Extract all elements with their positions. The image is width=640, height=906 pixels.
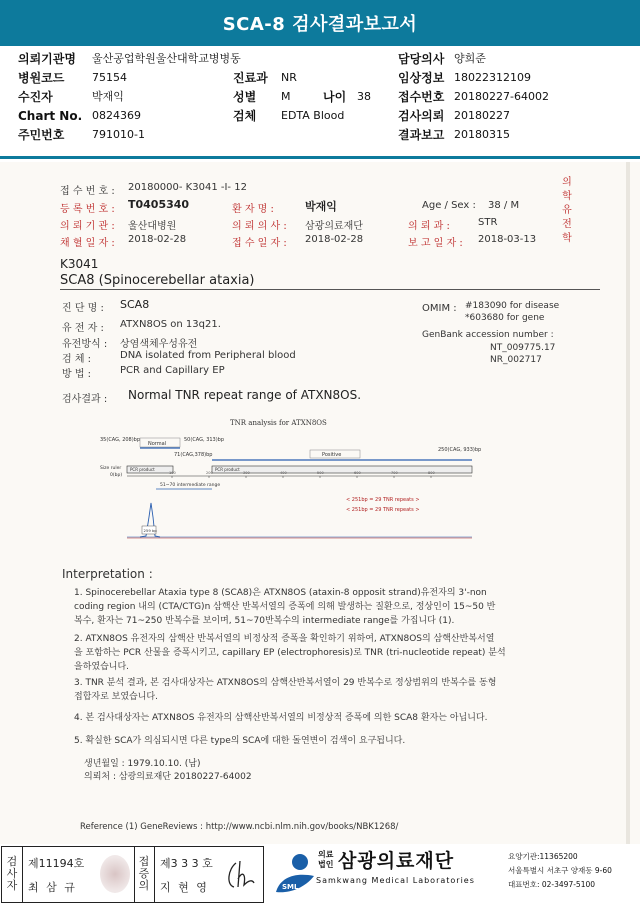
role-char: 검 — [6, 855, 18, 868]
report-title: SCA-8 검사결과보고서 — [0, 0, 640, 46]
clinical-value: 18022312109 — [454, 71, 531, 84]
role-vertical-1 — [6, 856, 18, 892]
side-stamp — [561, 176, 573, 246]
diagram-label-50: 50(CAG, 313)bp — [184, 437, 225, 443]
interpretation-paragraph-3: 3. TNR 분석 결과, 본 검사대상자는 ATXN8OS의 삼핵산반복서열이 29 반복수로 정상범위의 반복수를 동형 접합자로 보였습니다. — [74, 678, 497, 702]
collect-label: 채 혈 일 자 : — [60, 238, 115, 249]
address: 서울특별시 서초구 양재동 9-60 — [508, 866, 612, 875]
genbank-label: GenBank accession number : — [422, 330, 554, 340]
agesex-value: 38 / M — [488, 200, 520, 211]
side-stamp-char: 학 — [562, 233, 572, 244]
side-stamp-char: 의 — [562, 177, 572, 188]
doctor-value: 양희준 — [454, 52, 486, 65]
reg-value: T0405340 — [128, 198, 190, 211]
hospital-code-value: 75154 — [92, 71, 127, 84]
reg-no: 요양기관:11365200 — [508, 852, 578, 861]
inst-value: 울산대병원 — [128, 221, 177, 232]
report-value: 20180315 — [454, 128, 510, 141]
interpretation-paragraph-1: 1. Spinocerebellar Ataxia type 8 (SCA8)은 ATXN8OS (ataxin-8 opposit strand)유전자의 3'-non coding region 내의 (CTA/CTG)n 삼핵산 반복서열의 증폭에 의해 발생하는 질환으로, 정상인이 15~50 반 복수, 환자는 71~250 반복수를 보이며, 51~70반복수의 intermediate range를 가집니다 (1). — [74, 588, 496, 626]
interpretation-heading: Interpretation : — [62, 567, 153, 581]
result-label: 검사결과 : — [62, 394, 108, 405]
diagram-positive-label: Positive — [322, 452, 342, 458]
role-char: 의 — [138, 879, 150, 892]
side-stamp-char: 학 — [562, 191, 572, 202]
chart-label: Chart No. — [18, 109, 83, 123]
license-no-2: 제3 3 3 호 — [160, 857, 213, 870]
specimen-label-scan: 검 체 : — [62, 354, 92, 365]
specimen-value: EDTA Blood — [281, 109, 345, 122]
hospital-code-label: 병원코드 — [18, 71, 65, 85]
institution-value: 울산공업학원울산대학교병병동 — [92, 52, 241, 65]
receipt-value: 20180227-64002 — [454, 90, 549, 103]
diagram-label-35: 35(CAG, 208)bp — [100, 437, 141, 443]
tnr-diagram — [100, 405, 490, 550]
ruler-tick-label: 800 — [428, 471, 435, 475]
id-label: 주민번호 — [18, 128, 65, 142]
foundation-small-line: 법인 — [318, 860, 334, 869]
role-char: 사 — [6, 867, 18, 880]
ruler-tick-label: 300 — [243, 471, 250, 475]
diagram-label-71: 71(CAG,378)bp — [174, 452, 213, 458]
reg-label: 등 록 번 호 : — [60, 204, 115, 215]
patient-label: 수진자 — [18, 90, 53, 104]
method-label: 방 법 : — [62, 369, 92, 380]
foundation-contact — [508, 850, 612, 892]
result-value: Normal TNR repeat range of ATXN8OS. — [128, 388, 362, 402]
inherit-label: 유전방식 : — [62, 339, 108, 350]
ward-value: STR — [478, 217, 498, 228]
side-stamp-char: 유 — [562, 205, 572, 216]
client-info: 의뢰처 : 삼광의료재단 20180227-64002 — [84, 772, 252, 782]
inherit-value: 상염색체우성유전 — [120, 339, 198, 350]
diag-label: 진 단 명 : — [62, 303, 104, 314]
peak-label: 259 bp — [143, 528, 157, 533]
patient-name-value: 박재익 — [305, 200, 337, 213]
ward-label: 의 뢰 과 : — [408, 221, 450, 232]
role-char: 접 — [138, 855, 150, 868]
box-divider — [154, 847, 155, 902]
bp0-label: 0(bp) — [110, 473, 123, 478]
dept-value: NR — [281, 71, 297, 84]
foundation-name: 삼광의료재단 — [338, 850, 455, 872]
reportdate-value: 2018-03-13 — [478, 234, 537, 245]
sml-logo-text: SML — [282, 883, 299, 891]
receipt-label: 접수번호 — [398, 90, 445, 104]
role-char: 증 — [138, 867, 150, 880]
separator-line — [60, 289, 600, 290]
divider — [0, 156, 640, 159]
repeat-note-2: < 251bp = 29 TNR repeats > — [346, 507, 420, 513]
birth-info: 생년월일 : 1979.10.10. (남) — [84, 759, 201, 769]
diagram-normal-label: Normal — [148, 441, 167, 447]
genbank-2: NR_002717 — [490, 355, 542, 365]
interpretation-paragraph-4: 4. 본 검사대상자는 ATXN8OS 유전자의 삼핵산반복서열의 비정상적 증폭에 의한 SCA8 환자는 아닙니다. — [74, 713, 488, 723]
role-char: 자 — [6, 879, 18, 892]
ruler-box-1-label: PCR product — [130, 467, 155, 472]
ruler-tick-label: 600 — [354, 471, 361, 475]
role-vertical-2 — [138, 856, 150, 892]
ruler-tick-label: 100 — [169, 471, 176, 475]
age-label: 나이 — [323, 90, 347, 104]
signer-name-2: 지 현 영 — [160, 881, 209, 894]
chart-value: 0824369 — [92, 109, 141, 122]
clinical-label: 임상정보 — [398, 71, 445, 85]
receive-label: 접 수 일 자 : — [232, 238, 287, 249]
receive-value: 2018-02-28 — [305, 234, 364, 245]
collect-value: 2018-02-28 — [128, 234, 187, 245]
receipt-no-value: 20180000- K3041 -I- 12 — [128, 182, 247, 193]
signature-box-1 — [1, 846, 264, 903]
repeat-note-1: < 251bp = 29 TNR repeats > — [346, 497, 420, 503]
license-no-1: 제11194호 — [28, 857, 85, 870]
request-value: 20180227 — [454, 109, 510, 122]
foundation-small — [318, 850, 333, 870]
reportdate-label: 보 고 일 자 : — [408, 238, 463, 249]
ruler-box-2-label: PCR product — [215, 467, 240, 472]
id-value: 791010-1 — [92, 128, 145, 141]
box-divider — [134, 847, 135, 902]
method-value: PCR and Capillary EP — [120, 365, 225, 376]
patient-value: 박재익 — [92, 90, 124, 103]
ruler-tick-label: 200 — [206, 471, 213, 475]
scanned-report — [0, 162, 640, 844]
ruler-tick-label: 700 — [391, 471, 398, 475]
doctor-label: 담당의사 — [398, 52, 445, 66]
institution-label: 의뢰기관명 — [18, 52, 76, 66]
omim-gene: *603680 for gene — [465, 313, 545, 323]
gene-title: SCA8 (Spinocerebellar ataxia) — [60, 273, 255, 288]
client-label: 의 뢰 의 사 : — [232, 221, 287, 232]
omim-disease: #183090 for disease — [465, 301, 560, 311]
intermediate-label: 51~70 intermediate range — [160, 483, 221, 488]
size-ruler-label: Size ruler — [100, 466, 122, 471]
diag-value: SCA8 — [120, 298, 150, 311]
test-code: K3041 — [60, 257, 99, 271]
patient-info — [18, 50, 628, 150]
ruler-tick-label: 400 — [280, 471, 287, 475]
side-stamp-char: 전 — [562, 219, 572, 230]
request-label: 검사의뢰 — [398, 109, 445, 123]
inst-label: 의 뢰 기 관 : — [60, 221, 115, 232]
dept-label: 진료과 — [233, 71, 268, 85]
box-divider — [22, 847, 23, 902]
age-value: 38 — [357, 90, 371, 103]
interpretation-paragraph-5: 5. 확실한 SCA가 의심되시면 다른 type의 SCA에 대한 돌연변이 검색이 요구됩니다. — [74, 736, 406, 746]
patient-name-label: 환 자 명 : — [232, 204, 274, 215]
foundation-logo-area — [270, 846, 640, 903]
diagram-label-250: 250(CAG, 933)bp — [438, 447, 482, 453]
seal-stamp — [100, 855, 130, 893]
phone: 대표번호: 02-3497-5100 — [508, 880, 596, 889]
sex-label: 성별 — [233, 90, 257, 104]
footer — [0, 846, 640, 906]
reference: Reference (1) GeneReviews : http://www.ncbi.nlm.nih.gov/books/NBK1268/ — [80, 822, 399, 832]
report-label: 결과보고 — [398, 128, 445, 142]
client-value: 삼광의료재단 — [305, 221, 363, 232]
signature-icon — [222, 857, 258, 893]
agesex-label: Age / Sex : — [422, 200, 476, 211]
specimen-value-scan: DNA isolated from Peripheral blood — [120, 350, 296, 361]
sex-value: M — [281, 90, 291, 103]
gene-value: ATXN8OS on 13q21. — [120, 319, 221, 330]
genbank-1: NT_009775.17 — [490, 343, 556, 353]
foundation-small-line: 의료 — [318, 850, 334, 859]
ruler-tick-label: 500 — [317, 471, 324, 475]
receipt-no-label: 접 수 번 호 : — [60, 186, 115, 197]
scan-edge — [626, 162, 630, 844]
signer-name-1: 최 삼 규 — [28, 881, 77, 894]
gene-label: 유 전 자 : — [62, 323, 104, 334]
foundation-english: Samkwang Medical Laboratories — [316, 876, 475, 885]
specimen-label: 검체 — [233, 109, 257, 123]
interpretation-paragraph-2: 2. ATXN8OS 유전자의 삼핵산 반복서열의 비정상적 증폭을 확인하기 위하여, ATXN8OS의 삼핵산반복서열 을 포함하는 PCR 산물을 증폭시키고, capillary EP (electrophoresis)로 TNR (tri-nucleotide repeat) 분석 을하였습니다. — [74, 634, 506, 672]
omim-label: OMIM : — [422, 303, 457, 314]
sml-logo-icon — [270, 850, 320, 898]
diagram-title: TNR analysis for ATXN8OS — [230, 419, 327, 427]
